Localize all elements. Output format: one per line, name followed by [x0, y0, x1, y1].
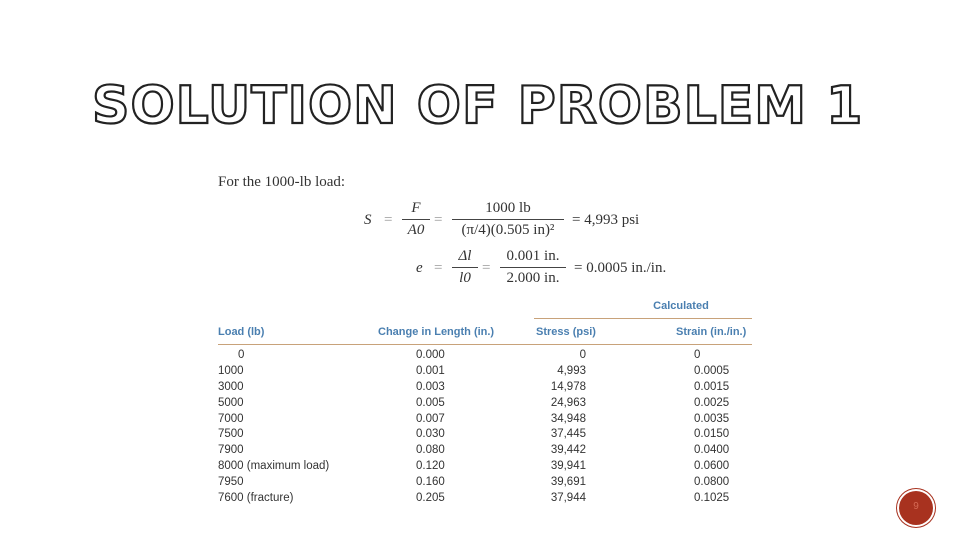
- cell-change: 0.080: [416, 444, 445, 457]
- cell-load: 0: [238, 349, 245, 361]
- table-row: [218, 428, 752, 444]
- cell-load: 7900: [218, 444, 244, 457]
- stress-equation: [362, 200, 682, 244]
- frac-denominator: A0: [407, 222, 425, 238]
- cell-strain: 0.0800: [694, 476, 730, 489]
- cell-strain: 0.0015: [694, 380, 730, 393]
- cell-strain: 0.1025: [694, 492, 730, 505]
- cell-load: 7600 (fracture): [218, 492, 294, 505]
- cell-strain: 0.0035: [694, 412, 730, 425]
- cell-stress: 39,442: [550, 444, 586, 457]
- cell-change: 0.005: [416, 396, 445, 409]
- cell-load: 1000: [218, 364, 244, 377]
- cell-strain: 0.0600: [694, 460, 730, 473]
- frac-numerator: 0.001 in.: [500, 248, 566, 268]
- cell-stress: 34,948: [550, 412, 586, 425]
- cell-stress: 39,691: [550, 476, 586, 489]
- cell-change: 0.003: [416, 380, 445, 393]
- cell-change: 0.120: [416, 460, 445, 473]
- cell-stress: 14,978: [550, 380, 586, 393]
- cell-change: 0.205: [416, 492, 445, 505]
- cell-strain: 0.0150: [694, 428, 730, 441]
- cell-change: 0.001: [416, 364, 445, 377]
- calculated-group-rule: [534, 318, 752, 319]
- slide-title: SOLUTION OF PROBLEM 1: [92, 76, 864, 136]
- cell-stress: 4,993: [557, 364, 586, 377]
- table-row: [218, 492, 752, 508]
- table-row: [218, 413, 752, 429]
- table-row: [218, 444, 752, 460]
- frac-numerator: Δl: [452, 248, 478, 268]
- table-row: [218, 349, 752, 365]
- cell-load: 3000: [218, 380, 244, 393]
- table-row: [218, 397, 752, 413]
- cell-load: 8000 (maximum load): [218, 460, 330, 473]
- cell-strain: 0.0005: [694, 364, 730, 377]
- cell-stress: 24,963: [550, 396, 586, 409]
- table-row: [218, 365, 752, 381]
- column-header-change-in-length: Change in Length (in.): [378, 326, 495, 338]
- cell-load: 7950: [218, 476, 244, 489]
- table-row: [218, 460, 752, 476]
- cell-stress: 37,944: [550, 492, 586, 505]
- strain-result: = 0.0005 in./in.: [574, 260, 667, 276]
- slide-number-badge: [899, 491, 933, 525]
- column-header-strain: Strain (in./in.): [676, 326, 747, 338]
- cell-stress: 39,941: [550, 460, 586, 473]
- cell-stress: 37,445: [550, 428, 586, 441]
- frac-numerator: F: [402, 200, 430, 220]
- cell-change: 0.000: [416, 349, 445, 361]
- frac-numerator: 1000 lb: [452, 200, 564, 220]
- equals-sign: =: [384, 212, 393, 228]
- table-row: [218, 381, 752, 397]
- strain-frac-symbolic: [452, 248, 478, 287]
- strain-frac-numeric: [500, 248, 566, 287]
- calculated-group-label: Calculated: [653, 300, 709, 312]
- cell-strain: 0.0400: [694, 444, 730, 457]
- cell-strain: 0: [694, 349, 701, 361]
- stress-symbol: S: [364, 212, 372, 228]
- cell-strain: 0.0025: [694, 396, 730, 409]
- stress-result: = 4,993 psi: [572, 212, 640, 228]
- column-header-stress: Stress (psi): [536, 326, 596, 338]
- table-row: [218, 476, 752, 492]
- table-body: [218, 349, 752, 508]
- frac-denominator: (π/4)(0.505 in)²: [461, 222, 555, 238]
- equals-sign: =: [434, 260, 443, 276]
- cell-change: 0.007: [416, 412, 445, 425]
- cell-load: 7000: [218, 412, 244, 425]
- cell-load: 5000: [218, 396, 244, 409]
- intro-text: For the 1000-lb load:: [218, 174, 346, 190]
- cell-load: 7500: [218, 428, 244, 441]
- equals-sign: =: [482, 260, 491, 276]
- stress-frac-numeric: [452, 200, 564, 239]
- slide-number: 9: [913, 501, 919, 512]
- strain-symbol: e: [416, 260, 423, 276]
- frac-denominator: l0: [459, 270, 471, 286]
- cell-change: 0.030: [416, 428, 445, 441]
- strain-equation: [414, 248, 694, 292]
- header-rule: [218, 344, 752, 345]
- cell-stress: 0: [579, 349, 586, 361]
- equals-sign: =: [434, 212, 443, 228]
- stress-frac-symbolic: [402, 200, 430, 239]
- frac-denominator: 2.000 in.: [506, 270, 560, 286]
- cell-change: 0.160: [416, 476, 445, 489]
- column-header-load: Load (lb): [218, 326, 265, 338]
